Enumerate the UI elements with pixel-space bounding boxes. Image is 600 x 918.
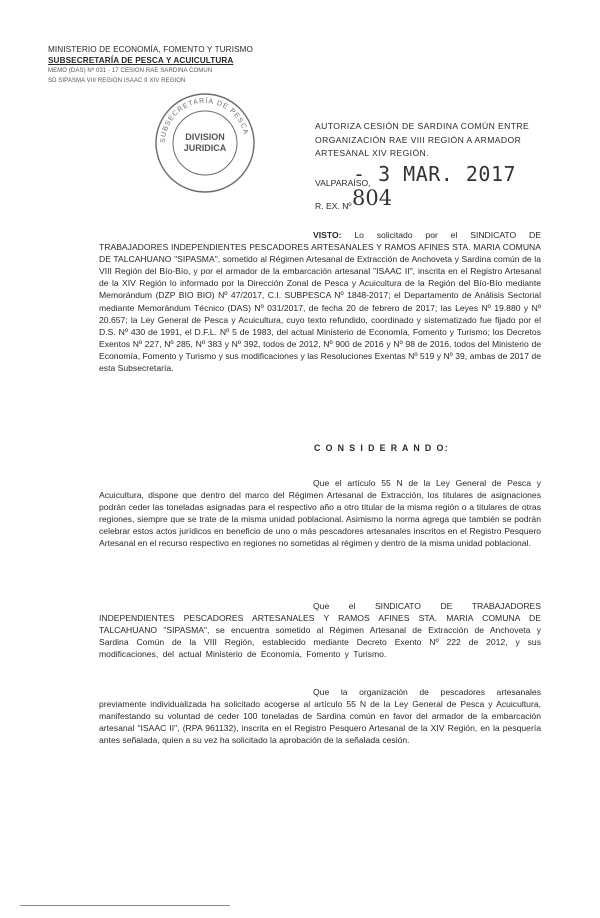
division-juridica-stamp — [150, 88, 260, 198]
considerando-paragraph-3: Que la organización de pescadores artesanales previamente individualizada ha solicitado acogerse al artículo 55 N de la Ley General de Pesca y Acuicultura, manifestando su voluntad de ceder 100 toneladas de Sardina común en favor del armador de la embarcación artesanal "ISAAC II", (RPA 961132), inscrita en el Registro Pesquero Artesanal de la XIV Región, en la pesquería antes señalada, quien a su vez ha solicitado la aprobación de la señalada cesión. — [99, 687, 541, 746]
footer-divider — [20, 905, 230, 906]
visto-heading: VISTO: — [313, 230, 342, 240]
considerando-paragraph-1: Que el artículo 55 N de la Ley General de Pesca y Acuicultura, dispone que dentro del marco del Régimen Artesanal de Extracción, los titulares de asignaciones podrán ceder las toneladas asignadas para el respectivo año a otro titular de la misma región o a titulares de otras regiones, siempre que se trate de la misma unidad poblacional. Asimismo la norma agrega que también se podrán celebrar estos actos jurídicos en beneficio de uno o más pescadores artesanales inscritos en el Registro Pesquero Artesanal en el recurso respectivo en regiones no sometidas al régimen y dentro de la misma unidad poblacional. — [99, 478, 541, 549]
memo-reference-1: MEMO (DAS) Nº 031 - 17 CESION RAE SARDINA COMUN — [48, 68, 213, 74]
date-label: VALPARAÍSO, — [315, 178, 371, 188]
visto-paragraph — [99, 229, 541, 374]
stamp-line-2: JURIDICA — [183, 143, 227, 153]
date-handwritten: - 3 MAR. 2017 — [353, 162, 517, 186]
subsecretaria-name: SUBSECRETARÍA DE PESCA Y ACUICULTURA — [48, 56, 234, 65]
visto-text: Lo solicitado por el SINDICATO DE TRABAJADORES INDEPENDIENTES PESCADORES ARTESANALES Y RAMOS AFINES STA. MARIA COMUNA DE TALCAHUANO "SIPASMA", sometido al Régimen Artesanal de Extracción de Anchoveta y Sardina común de la VIII Región del Bío-Bío, y por el armador de la embarcación artesanal "ISAAC II", inscrita en el Registro Artesanal de la XIV Región lo informado por la Dirección Zonal de Pesca y Acuicultura de la Región del Bío-Bío mediante Memorándum (DZP BIO BIO) Nº 47/2017, C.I. SUBPESCA Nº 1848-2017; el Departamento de Análisis Sectorial mediante Memorándum Técnico (DAS) Nº 031/2017, de fecha 20 de febrero de 2017; las Leyes Nº 19.880 y Nº 20.657; la Ley General de Pesca y Acuicultura, cuyo texto refundido, coordinado y sistematizado fue fijado por el D.S. Nº 430 de 1991, el D.F.L. Nº 5 de 1983, del actual Ministerio de Economía, Fomento y Turismo; los Decretos Exentos Nº 227, Nº 285, Nº 383 y Nº 392, todos de 2012, Nº 900 de 2016 y Nº 98 de 2016, todos del Ministerio de Economía, Fomento y Turismo y sus modificaciones y las Resoluciones Exentas Nº 519 y Nº 39, ambas de 2017 de esta Subsecretaría. — [99, 230, 541, 374]
considerando-heading: C O N S I D E R A N D O: — [314, 443, 450, 453]
resolution-number: 804 — [352, 186, 393, 210]
resolution-number-label: R. EX. Nº — [315, 201, 352, 211]
ministry-name: MINISTERIO DE ECONOMÍA, FOMENTO Y TURISMO — [48, 45, 254, 54]
stamp-line-1: DIVISION — [185, 132, 225, 142]
memo-reference-2: SD SIPASMA VIII REGION ISAAC II XIV REGION — [48, 78, 186, 84]
letterhead — [48, 44, 278, 86]
resolution-title: AUTORIZA CESIÓN DE SARDINA COMÚN ENTRE ORGANIZACIÓN RAE VIII REGIÓN A ARMADOR ARTESANAL XIV REGIÓN. — [315, 121, 530, 158]
stamp-ring-text: SUBSECRETARÍA DE PESCA — [159, 97, 250, 144]
considerando-paragraph-2: Que el SINDICATO DE TRABAJADORES INDEPENDIENTES PESCADORES ARTESANALES Y RAMOS AFINES STA. MARIA COMUNA DE TALCAHUANO "SIPASMA", se encuentra sometido al Régimen Artesanal de Extracción de Anchoveta y Sardina Común de la VIII Región, establecido mediante Decreto Exento Nº 222 de 2012, y sus modificaciones, del actual Ministerio de Economía, Fomento y Turismo. — [99, 601, 541, 660]
